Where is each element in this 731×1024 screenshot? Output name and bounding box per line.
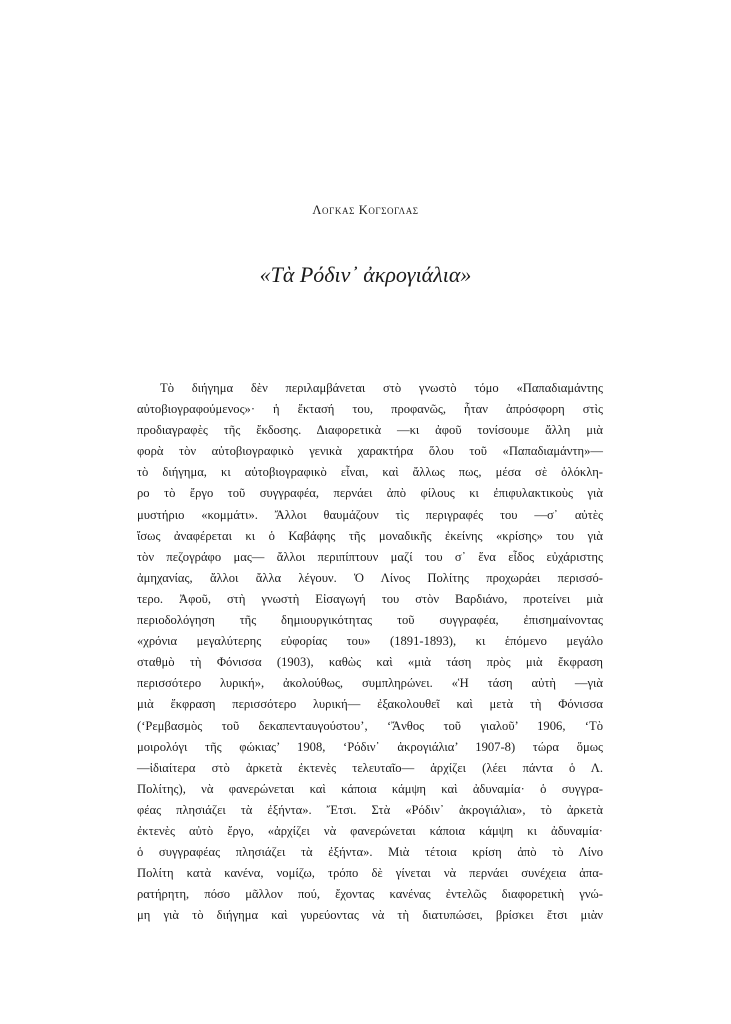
body-text [137,378,603,926]
text-line: «χρόνια μεγαλύτερης εὐφορίας του» (1891-1893), κι ἑπόμενο μεγάλο [137,634,603,649]
text-line: μοιρολόγι τῆς φώκιας’ 1908, ‘Ρόδιν᾽ ἀκρογιάλια’ 1907-8) τώρα ὅμως [137,739,603,754]
text-line: περιοδολόγηση τῆς δημιουργικότητας τοῦ συγγραφέα, ἐπισημαίνοντας [137,613,603,628]
text-line: τερο. Ἀφοῦ, στὴ γνωστὴ Εἰσαγωγή του στὸν Βαρδιάνο, προτείνει μιὰ [137,591,603,606]
text-line: Τὸ διήγημα δὲν περιλαμβάνεται στὸ γνωστὸ τόμο «Παπαδιαμάντης [160,381,603,395]
text-line: Πολίτης), νὰ φανερώνεται καὶ κάποια κάμψη καὶ ἀδυναμία· ὁ συγγρα- [137,781,603,796]
text-line: ἀμηχανίας, ἄλλοι ἄλλα λέγουν. Ὁ Λίνος Πολίτης προχωράει περισσό- [137,570,603,585]
text-line: ρατήρητη, πόσο μᾶλλον πού, ἔχοντας κανένας ἐντελῶς διαφορετικὴ γνώ- [137,887,603,902]
text-line: ὁ συγγραφέας πλησιάζει τὰ ἐξήντα». Μιὰ τέτοια κρίση ἀπὸ τὸ Λίνο [137,845,603,860]
text-line: ἴσως ἀναφέρεται κι ὁ Καβάφης τῆς μοναδικῆς ἐκείνης «κρίσης» του γιὰ [137,528,603,543]
text-line: φορὰ τὸν αὐτοβιογραφικὸ γενικὰ χαρακτήρα ὅλου τοῦ «Παπαδιαμάντη»— [137,444,603,459]
text-line: ρο τὸ ἔργο τοῦ συγγραφέα, περνάει ἀπὸ φίλους κι ἐπιφυλακτικοὺς γιὰ [137,486,603,501]
text-line: τὸν πεζογράφο μας— ἄλλοι περιπίπτουν μαζί του σ᾽ ἕνα εἶδος εὐχάριστης [137,549,603,564]
text-line: μιὰ ἔκφραση περισσότερο λυρική— ἐξακολουθεῖ καὶ μετὰ τὴ Φόνισσα [137,697,603,712]
text-line: σταθμὸ τὴ Φόνισσα (1903), καθὼς καὶ «μιὰ τάση πρὸς μιὰ ἔκφραση [137,655,603,670]
text-line: περισσότερο λυρική», ἀκολούθως, συμπληρώνει. «Ἡ τάση αὐτὴ —γιὰ [137,676,603,691]
text-line: —ἰδιαίτερα στὸ ἀρκετὰ ἐκτενὲς τελευταῖο— ἀρχίζει (λέει πάντα ὁ Λ. [137,760,603,775]
text-line: τὸ διήγημα, κι αὐτοβιογραφικὸ εἶναι, καὶ ἄλλως πως, μέσα σὲ ὁλόκλη- [137,465,603,480]
text-line: ἐκτενὲς αὐτὸ ἔργο, «ἀρχίζει νὰ φανερώνεται κάποια κάμψη κι ἀδυναμία· [137,823,603,838]
text-line: μυστήριο «κομμάτι». Ἄλλοι θαυμάζουν τὶς περιγραφές του —σ᾽ αὐτὲς [137,507,603,522]
text-line: προδιαγραφὲς τῆς ἔκδοσης. Διαφορετικὰ —κι ἀφοῦ τονίσουμε ἄλλη μιὰ [137,423,603,438]
author-name: Λογκας Κογσογλας [312,203,419,217]
text-line: αὐτοβιογραφούμενος»· ἡ ἔκτασή του, προφανῶς, ἦταν ἀπρόσφορη στὶς [137,402,603,417]
text-line: μη γιὰ τὸ διήγημα καὶ γυρεύοντας νὰ τὴ διατυπώσει, βρίσκει ἔτσι μιὰν [137,908,603,923]
article-title: «Τὰ Ρόδιν᾽ ἀκρογιάλια» [259,262,472,287]
text-line: φέας πλησιάζει τὰ ἐξήντα». Ἔτσι. Στὰ «Ρόδιν᾽ ἀκρογιάλια», τὸ ἀρκετὰ [137,802,603,817]
text-line: Πολίτη κατὰ κανένα, νομίζω, τρόπο δὲ γίνεται νὰ περνάει συνέχεια ἀπα- [137,866,603,881]
text-line: (‘Ρεμβασμὸς τοῦ δεκαπενταυγούστου’, ‘Ἄνθος τοῦ γιαλοῦ’ 1906, ‘Τὸ [137,718,603,733]
